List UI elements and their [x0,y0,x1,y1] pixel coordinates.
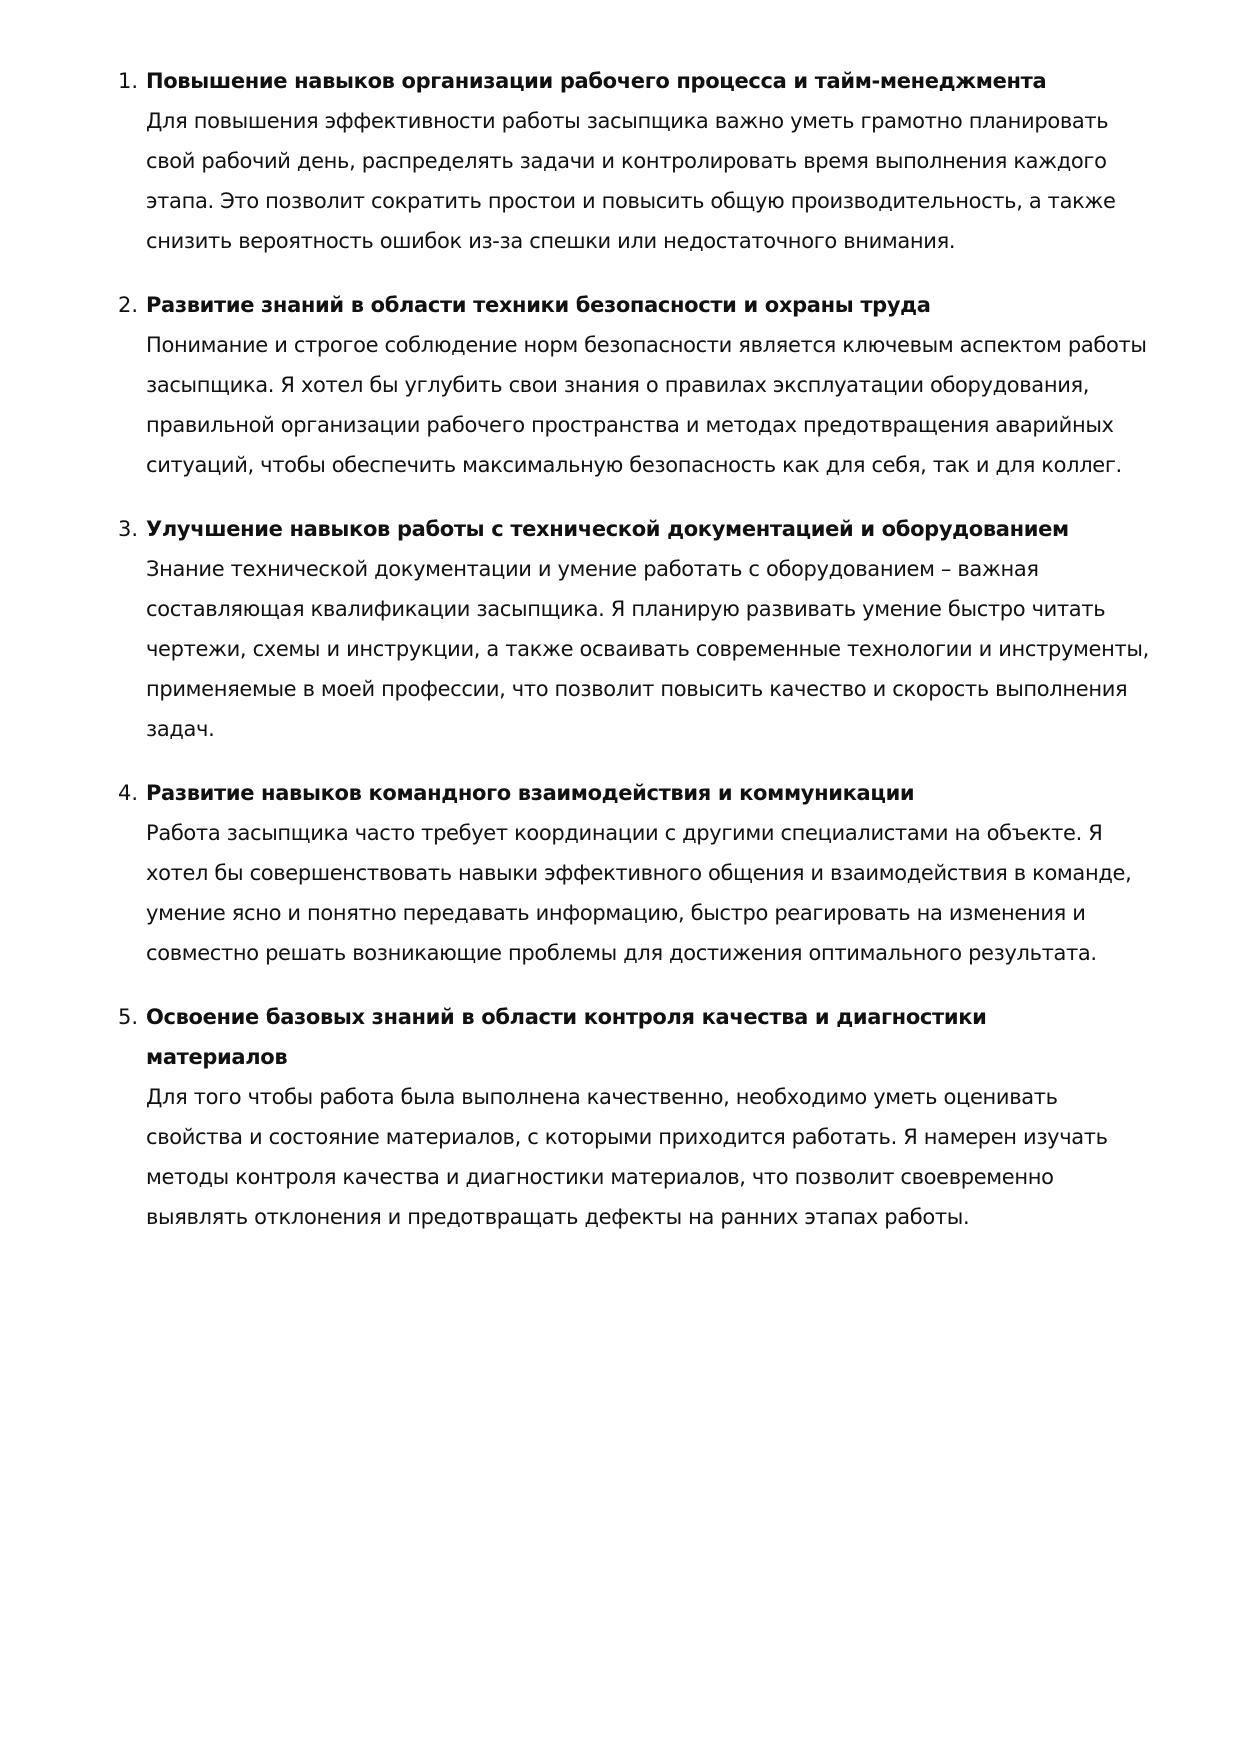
item-heading: Развитие знаний в области техники безопасности и охраны труда [146,293,931,317]
item-number: 3. [118,517,139,541]
goals-list [118,61,1168,1261]
list-item [118,61,1168,261]
item-text: Знание технической документации и умение работать с оборудованием – важная составляющая квалификации засыпщика. Я планирую развивать умение быстро читать чертежи, схемы и инструкции, а также осваивать современные технологии и инструменты, применяемые в моей профессии, что позволит повысить качество и скорость выполнения задач. [146,557,1149,741]
item-text: Для того чтобы работа была выполнена качественно, необходимо уметь оценивать свойства и состояние материалов, с которыми приходится работать. Я намерен изучать методы контроля качества и диагностики материалов, что позволит своевременно выявлять отклонения и предотвращать дефекты на ранних этапах работы. [146,1085,1108,1229]
item-number: 4. [118,781,139,805]
item-heading: Улучшение навыков работы с технической документацией и оборудованием [146,517,1069,541]
list-item [118,509,1168,749]
item-text: Понимание и строгое соблюдение норм безопасности является ключевым аспектом работы засыпщика. Я хотел бы углубить свои знания о правилах эксплуатации оборудования, правильной организации рабочего пространства и методах предотвращения аварийных ситуаций, чтобы обеспечить максимальную безопасность как для себя, так и для коллег. [146,333,1147,477]
item-number: 5. [118,1005,139,1029]
item-heading: Повышение навыков организации рабочего процесса и тайм-менеджмента [146,69,1047,93]
list-item [118,773,1168,973]
item-heading: Освоение базовых знаний в области контроля качества и диагностики материалов [146,1005,987,1069]
item-number: 1. [118,69,139,93]
list-item [118,285,1168,485]
item-text: Работа засыпщика часто требует координации с другими специалистами на объекте. Я хотел бы совершенствовать навыки эффективного общения и взаимодействия в команде, умение ясно и понятно передавать информацию, быстро реагировать на изменения и совместно решать возникающие проблемы для достижения оптимального результата. [146,821,1132,965]
item-text: Для повышения эффективности работы засыпщика важно уметь грамотно планировать свой рабочий день, распределять задачи и контролировать время выполнения каждого этапа. Это позволит сократить простои и повысить общую производительность, а также снизить вероятность ошибок из-за спешки или недостаточного внимания. [146,109,1116,253]
item-heading: Развитие навыков командного взаимодействия и коммуникации [146,781,915,805]
list-item [118,997,1168,1237]
item-number: 2. [118,293,139,317]
